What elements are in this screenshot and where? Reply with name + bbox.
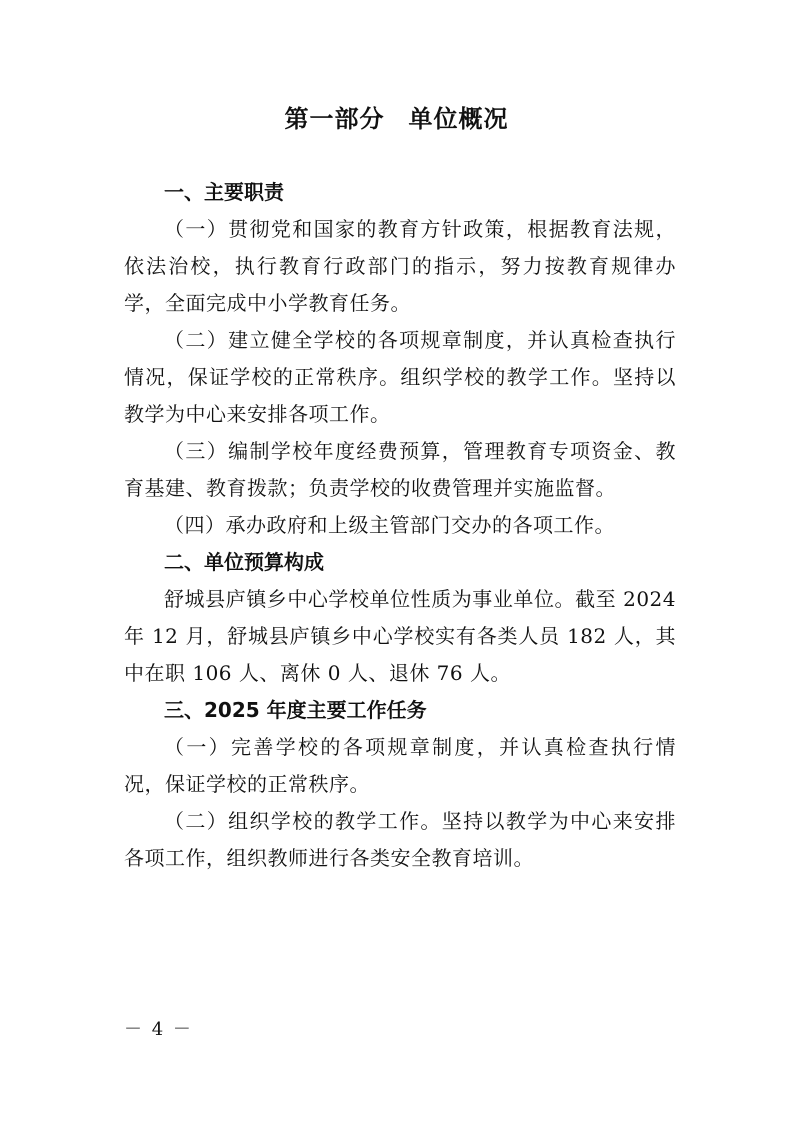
section-heading: 三、2025 年度主要工作任务 <box>164 698 427 722</box>
section-heading: 二、单位预算构成 <box>164 550 324 574</box>
page-title-part: 第一部分 <box>284 105 385 133</box>
paragraph: （一）完善学校的各项规章制度，并认真检查执行情况，保证学校的正常秩序。 <box>124 735 676 796</box>
paragraph: （四）承办政府和上级主管部门交办的各项工作。 <box>164 513 615 537</box>
section-heading: 一、主要职责 <box>164 180 284 204</box>
section-annual-tasks <box>124 692 676 877</box>
paragraph: （三）编制学校年度经费预算，管理教育专项资金、教育基建、教育拨款；负责学校的收费管理并实施监督。 <box>124 439 676 500</box>
paragraph: （二）建立健全学校的各项规章制度，并认真检查执行情况，保证学校的正常秩序。组织学校的教学工作。坚持以教学为中心来安排各项工作。 <box>124 328 676 426</box>
paragraph: 舒城县庐镇乡中心学校单位性质为事业单位。截至 2024 年 12 月，舒城县庐镇乡中心学校实有各类人员 182 人，其中在职 106 人、离休 0 人、退休 76 人。 <box>124 587 676 685</box>
paragraph: （一）贯彻党和国家的教育方针政策，根据教育法规，依法治校，执行教育行政部门的指示，努力按教育规律办学，全面完成中小学教育任务。 <box>124 217 676 315</box>
page-title-subject: 单位概况 <box>408 105 509 133</box>
section-budget-composition <box>124 544 676 692</box>
page-title <box>0 101 793 137</box>
paragraph: （二）组织学校的教学工作。坚持以教学为中心来安排各项工作，组织教师进行各类安全教育培训。 <box>124 809 676 870</box>
page-number: － 4 － <box>124 1019 193 1040</box>
document-body <box>124 174 676 877</box>
section-main-duties <box>124 174 676 544</box>
